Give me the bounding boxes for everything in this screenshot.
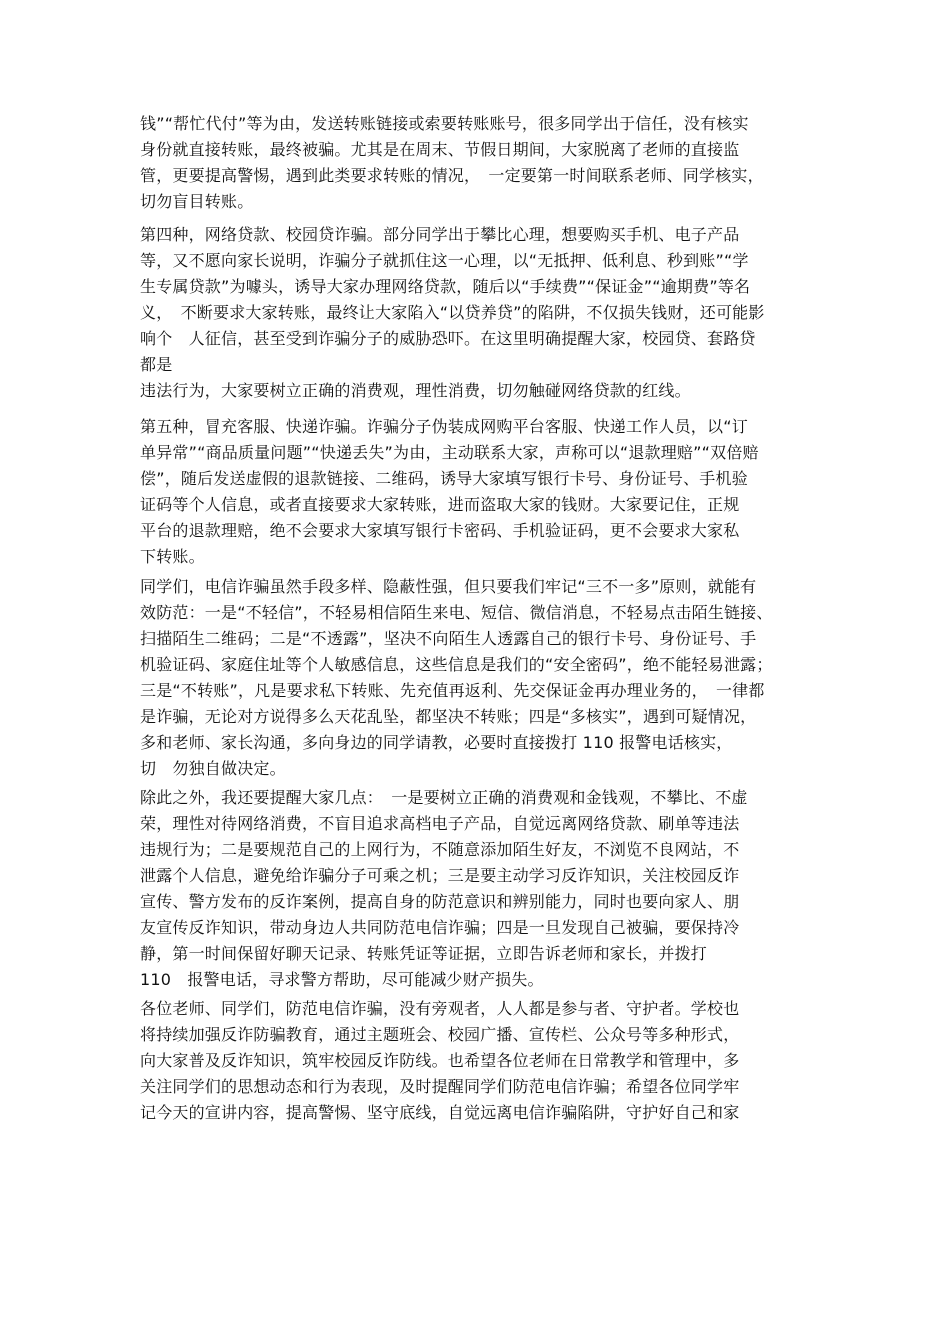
text-line: 关注同学们的思想动态和行为表现，及时提醒同学们防范电信诈骗；希望各位同学牢 (140, 1077, 740, 1096)
text-line: 向大家普及反诈知识，筑牢校园反诈防线。也希望各位老师在日常教学和管理中，多 (140, 1051, 740, 1070)
text-line: 110 报警电话，寻求警方帮助，尽可能减少财产损失。 (140, 970, 544, 989)
text-line: 证码等个人信息，或者直接要求大家转账，进而盗取大家的钱财。大家要记住，正规 (140, 495, 740, 514)
text-line: 单异常”“商品质量问题”“快递丢失”为由，主动联系大家，声称可以“退款理赔”“双倍赔 (140, 443, 759, 462)
text-line: 响个 人征信，甚至受到诈骗分子的威胁恐吓。在这里明确提醒大家，校园贷、套路贷 (140, 329, 756, 348)
text-line: 偿”，随后发送虚假的退款链接、二维码，诱导大家填写银行卡号、身份证号、手机验 (140, 469, 748, 488)
text-line: 第五种，冒充客服、快递诈骗。诈骗分子伪装成网购平台客服、快递工作人员，以“订 (140, 417, 748, 436)
text-line: 都是 (140, 355, 173, 374)
paragraph-closing-appeal (140, 996, 820, 1126)
paragraph-prevention-principles (140, 574, 820, 782)
text-line: 各位老师、同学们，防范电信诈骗，没有旁观者，人人都是参与者、守护者。学校也 (140, 999, 740, 1018)
text-line: 同学们，电信诈骗虽然手段多样、隐蔽性强，但只要我们牢记“三不一多”原则，就能有 (140, 577, 757, 596)
text-line: 多和老师、家长沟通，多向身边的同学请教，必要时直接拨打 110 报警电话核实， (140, 733, 733, 752)
text-line: 切勿盲目转账。 (140, 192, 254, 211)
text-line: 第四种，网络贷款、校园贷诈骗。部分同学出于攀比心理，想要购买手机、电子产品 (140, 225, 740, 244)
text-line: 宣传、警方发布的反诈案例，提高自身的防范意识和辨别能力，同时也要向家人、朋 (140, 892, 740, 911)
text-line: 生专属贷款”为噱头，诱导大家办理网络贷款，随后以“手续费”“保证金”“逾期费”等名 (140, 277, 751, 296)
text-line: 钱”“帮忙代付”等为由，发送转账链接或索要转账账号，很多同学出于信任，没有核实 (140, 114, 749, 133)
text-line: 管，更要提高警惕，遇到此类要求转账的情况， 一定要第一时间联系老师、同学核实， (140, 166, 764, 185)
text-line: 友宣传反诈知识，带动身边人共同防范电信诈骗；四是一旦发现自己被骗，要保持冷 (140, 918, 740, 937)
text-line: 身份就直接转账，最终被骗。尤其是在周末、节假日期间，大家脱离了老师的直接监 (140, 140, 740, 159)
text-line: 下转账。 (140, 547, 205, 566)
text-line: 除此之外，我还要提醒大家几点： 一是要树立正确的消费观和金钱观，不攀比、不虚 (140, 788, 748, 807)
text-line: 三是“不转账”，凡是要求私下转账、先充值再返利、先交保证金再办理业务的， 一律都 (140, 681, 765, 700)
text-line: 记今天的宣讲内容，提高警惕、坚守底线，自觉远离电信诈骗陷阱，守护好自己和家 (140, 1103, 740, 1122)
text-line: 等，又不愿向家长说明，诈骗分子就抓住这一心理，以“无抵押、低利息、秒到账”“学 (140, 251, 749, 270)
text-line: 义， 不断要求大家转账，最终让大家陷入“以贷养贷”的陷阱，不仅损失钱财，还可能影 (140, 303, 765, 322)
paragraph-customer-service-fraud (140, 414, 820, 570)
text-line: 违法行为，大家要树立正确的消费观，理性消费，切勿触碰网络贷款的红线。 (140, 381, 691, 400)
text-line: 将持续加强反诈防骗教育，通过主题班会、校园广播、宣传栏、公众号等多种形式， (140, 1025, 740, 1044)
paragraph-campus-loan-fraud (140, 222, 820, 404)
text-line: 泄露个人信息，避免给诈骗分子可乘之机；三是要主动学习反诈知识，关注校园反诈 (140, 866, 740, 885)
text-line: 平台的退款理赔，绝不会要求大家填写银行卡密码、手机验证码，更不会要求大家私 (140, 521, 740, 540)
text-line: 静，第一时间保留好聊天记录、转账凭证等证据，立即告诉老师和家长，并拨打 (140, 944, 708, 963)
text-line: 违规行为；二是要规范自己的上网行为，不随意添加陌生好友，不浏览不良网站，不 (140, 840, 740, 859)
text-line: 是诈骗，无论对方说得多么天花乱坠，都坚决不转账；四是“多核实”，遇到可疑情况， (140, 707, 757, 726)
text-line: 荣，理性对待网络消费，不盲目追求高档电子产品，自觉远离网络贷款、刷单等违法 (140, 814, 740, 833)
paragraph-transfer-fraud-ending (140, 111, 820, 215)
text-line: 效防范：一是“不轻信”，不轻易相信陌生来电、短信、微信消息，不轻易点击陌生链接、 (140, 603, 773, 622)
text-line: 切 勿独自做决定。 (140, 759, 286, 778)
text-line: 扫描陌生二维码；二是“不透露”，坚决不向陌生人透露自己的银行卡号、身份证号、手 (140, 629, 757, 648)
text-line: 机验证码、家庭住址等个人敏感信息，这些信息是我们的“安全密码”，绝不能轻易泄露； (140, 655, 773, 674)
paragraph-additional-reminders (140, 785, 820, 993)
